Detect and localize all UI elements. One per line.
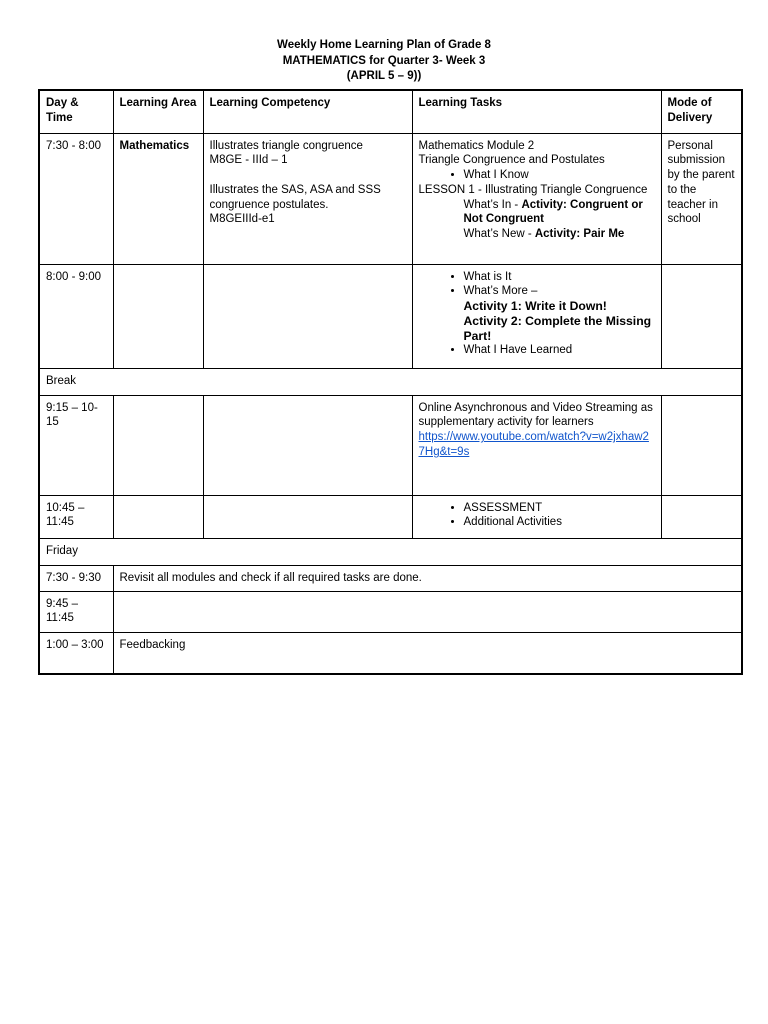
row3-competency <box>203 395 412 495</box>
competency-1-code: M8GE - IIId – 1 <box>209 154 288 167</box>
table-row <box>39 632 742 674</box>
task-bullet-list <box>419 501 655 531</box>
table-row <box>39 395 742 495</box>
row2-delivery <box>661 264 742 368</box>
task-bullet-list <box>419 168 655 183</box>
whats-new-line <box>419 227 655 242</box>
list-item <box>464 284 655 343</box>
competency-1: Illustrates triangle congruence <box>209 139 363 152</box>
row3-delivery <box>661 395 742 495</box>
task-topic: Triangle Congruence and Postulates <box>418 154 605 167</box>
whats-more-label: • What’s More – <box>463 285 538 298</box>
table-row <box>39 264 742 368</box>
row2-learning-tasks <box>412 264 661 368</box>
task-module: Mathematics Module 2 <box>418 139 535 152</box>
header-day-time: Day & Time <box>39 90 113 133</box>
row7-time: 1:00 – 3:00 <box>39 632 113 674</box>
title-line-2: MATHEMATICS for Quarter 3- Week 3 <box>282 54 486 67</box>
task-lesson: LESSON 1 - Illustrating Triangle Congruence <box>418 183 648 196</box>
row3-learning-area <box>113 395 203 495</box>
list-item: • ASSESSMENT <box>464 501 655 516</box>
row4-time: 10:45 – 11:45 <box>39 495 113 538</box>
row3-time: 9:15 – 10-15 <box>39 395 113 495</box>
row6-text <box>113 591 742 632</box>
row5-time: 7:30 - 9:30 <box>39 565 113 591</box>
competency-2-code: M8GEIIId-e1 <box>209 213 275 226</box>
online-task-text: Online Asynchronous and Video Streaming as supplementary activity for learners <box>418 401 653 429</box>
row7-text: Feedbacking <box>113 632 742 674</box>
row5-text: Revisit all modules and check if all required tasks are done. <box>113 565 742 591</box>
header-learning-tasks: Learning Tasks <box>412 90 661 133</box>
header-mode-of-delivery: Mode of Delivery <box>661 90 742 133</box>
table-row <box>39 495 742 538</box>
list-item: • What I Have Learned <box>464 343 655 358</box>
table-header-row <box>39 90 742 133</box>
row6-time: 9:45 – 11:45 <box>39 591 113 632</box>
row1-learning-area: Mathematics <box>113 133 203 264</box>
activity-2: Activity 2: Complete the Missing Part! <box>463 313 652 343</box>
title-line-3: (APRIL 5 – 9)) <box>346 70 422 82</box>
header-learning-area: Learning Area <box>113 90 203 133</box>
table-row <box>39 591 742 632</box>
table-row <box>39 368 742 395</box>
task-bullet-list <box>419 270 655 359</box>
row1-learning-tasks <box>412 133 661 264</box>
row2-competency <box>203 264 412 368</box>
youtube-link[interactable]: https://www.youtube.com/watch?v=w2jxhaw27Hg&t=9s <box>418 431 649 458</box>
row3-learning-tasks <box>412 395 661 495</box>
row2-time: 8:00 - 9:00 <box>39 264 113 368</box>
whats-new-prefix: What’s New - <box>463 228 535 241</box>
header-learning-competency: Learning Competency <box>203 90 412 133</box>
row4-learning-tasks <box>412 495 661 538</box>
table-row <box>39 133 742 264</box>
document-title <box>0 38 768 85</box>
table-row <box>39 538 742 565</box>
list-item: • What I Know <box>464 168 655 183</box>
row4-delivery <box>661 495 742 538</box>
learning-plan-table <box>38 89 743 675</box>
row1-time: 7:30 - 8:00 <box>39 133 113 264</box>
competency-2: Illustrates the SAS, ASA and SSS congruence postulates. <box>209 183 381 211</box>
activity-1: Activity 1: Write it Down! <box>463 299 607 314</box>
list-item: • Additional Activities <box>464 515 655 530</box>
row4-learning-area <box>113 495 203 538</box>
whats-in-prefix: What’s In - <box>463 198 522 211</box>
row1-competency <box>203 133 412 264</box>
table-row <box>39 565 742 591</box>
whats-in-activity: Activity: Congruent or Not Congruent <box>463 198 643 226</box>
whats-in-line <box>419 198 655 228</box>
row2-learning-area <box>113 264 203 368</box>
list-item: • What is It <box>464 270 655 285</box>
friday-row: Friday <box>39 538 742 565</box>
break-row: Break <box>39 368 742 395</box>
row4-competency <box>203 495 412 538</box>
row1-delivery: Personal submission by the parent to the teacher in school <box>661 133 742 264</box>
title-line-1: Weekly Home Learning Plan of Grade 8 <box>277 39 491 51</box>
whats-new-activity: Activity: Pair Me <box>534 228 625 241</box>
